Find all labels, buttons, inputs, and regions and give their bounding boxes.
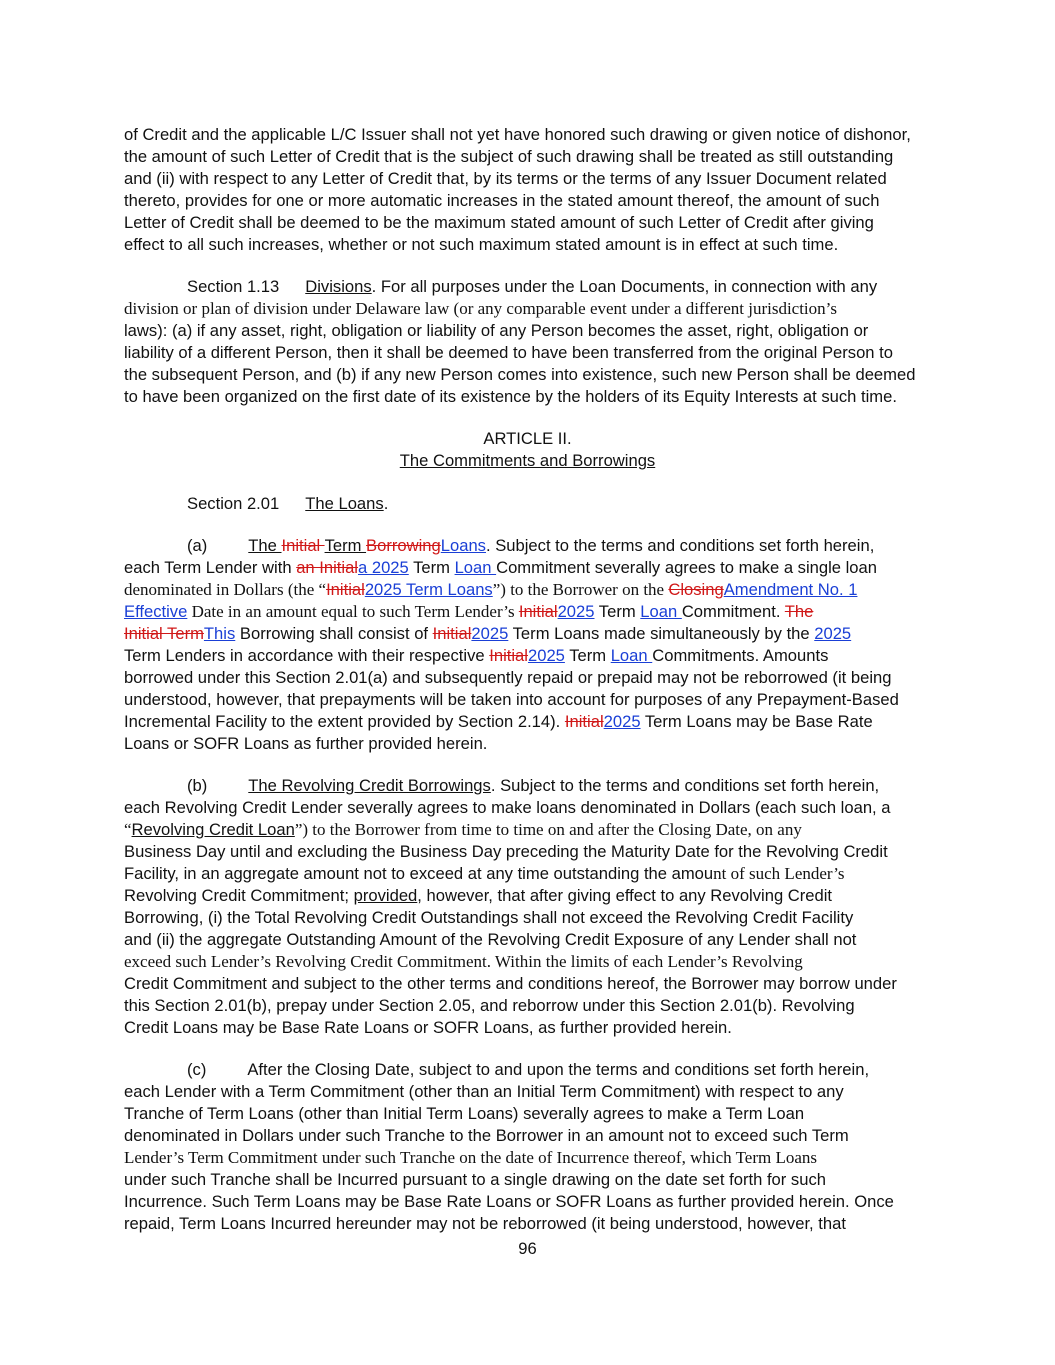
para-b-line-5 — [124, 864, 934, 884]
article-subtitle-text: The Commitments and Borrowings — [399, 451, 656, 470]
inserted-text: 2025 Term Loans — [364, 580, 493, 599]
text-line: under such Tranche shall be Incurred pursuant to a single drawing on the date set forth for such — [124, 1170, 826, 1189]
text-run: denominated in Dollars (the “ — [124, 580, 327, 599]
inserted-text: 2025 — [603, 712, 641, 731]
text-line: to have been organized on the first date of its existence by the holders of its Equity Interests at such time. — [124, 387, 897, 406]
text-run: Incremental Facility to the extent provided by Section 2.14). — [124, 712, 565, 731]
inserted-text: Loan — [454, 558, 497, 577]
deleted-text: Initial — [432, 624, 472, 643]
inserted-text: 2025 — [527, 646, 565, 665]
inserted-text: Amendment No. 1 — [723, 580, 858, 599]
text-run: Term Loans may be Base Rate — [640, 712, 873, 731]
text-line: Letter of Credit shall be deemed to be the maximum stated amount of such Letter of Credit after giving — [124, 213, 874, 232]
deleted-text: Initial — [489, 646, 528, 665]
para-a-line-4 — [124, 602, 934, 622]
text-line: Credit Loans may be Base Rate Loans or SOFR Loans, as further provided herein. — [124, 1018, 732, 1037]
text-run: . Subject to the terms and conditions set forth herein, — [485, 536, 875, 555]
text-line: laws): (a) if any asset, right, obligation or liability of any Person becomes the asset, right, obligation or — [124, 321, 869, 340]
para-a-line-6 — [124, 646, 934, 666]
inserted-text: Loan — [610, 646, 653, 665]
text-line: Tranche of Term Loans (other than Initial Term Loans) severally agrees to make a Term Loan — [124, 1104, 805, 1123]
deleted-text: Closing — [668, 580, 724, 599]
para-label: (c) — [187, 1060, 207, 1079]
deleted-text: Initial — [564, 712, 604, 731]
section-heading: Divisions — [305, 277, 372, 296]
text-run: Revolving Credit Commitment; — [124, 886, 354, 905]
section-2-01-heading-line — [187, 494, 997, 514]
text-line: division or plan of division under Delaware law (or any comparable event under a different jurisdiction’s — [124, 299, 837, 318]
text-line: exceed such Lender’s Revolving Credit Commitment. Within the limits of each Lender’s Revolving — [124, 952, 803, 971]
page-number: 96 — [518, 1239, 537, 1258]
text-run: Term — [408, 558, 455, 577]
text-run: ”) to the Borrower from time to time on and after the Closing Date, on any — [294, 820, 802, 839]
text-run: Facility, in an aggregate amount not to exceed at any time outstanding the amou — [124, 864, 714, 883]
para-a-line-9 — [124, 712, 934, 732]
text-line: the subsequent Person, and (b) if any new Person comes into existence, such new Person shall be deemed — [124, 365, 916, 384]
text-run: . For all purposes under the Loan Documents, in connection with any — [371, 277, 878, 296]
para-heading: The Revolving Credit Borrowings — [248, 776, 491, 795]
text-run: ”) to the Borrower on the — [492, 580, 669, 599]
text-run: The — [248, 536, 282, 555]
text-line: Credit Commitment and subject to the other terms and conditions hereof, the Borrower may borrow under — [124, 974, 897, 993]
text-run: Term — [594, 602, 641, 621]
inserted-text: a 2025 — [358, 558, 409, 577]
inserted-text: Loan — [640, 602, 682, 621]
text-line: Loans or SOFR Loans as further provided herein. — [124, 734, 488, 753]
text-run: nt of such Lender’s — [713, 864, 845, 883]
text-run: Term Loans made simultaneously by the — [508, 624, 815, 643]
text-run: . Subject to the terms and conditions set forth herein, — [490, 776, 880, 795]
text-line: Business Day until and excluding the Business Day preceding the Maturity Date for the Revolving Credit — [124, 842, 888, 861]
section-heading: The Loans — [305, 494, 384, 513]
text-run: Date in an amount equal to such Term Lender’s — [187, 602, 519, 621]
section-number: Section 1.13 — [187, 277, 280, 296]
inserted-text: This — [203, 624, 236, 643]
text-line: and (ii) with respect to any Letter of Credit that, by its terms or the terms of any Issuer Document related — [124, 169, 887, 188]
text-run: Commitment. — [681, 602, 785, 621]
deleted-text: an Initial — [296, 558, 358, 577]
deleted-text: Initial — [326, 580, 365, 599]
para-a-line-2 — [124, 558, 934, 578]
deleted-text: Initial Term — [124, 624, 204, 643]
inserted-text: 2025 — [814, 624, 852, 643]
text-line: Lender’s Term Commitment under such Tranche on the date of Incurrence thereof, which Term Loans — [124, 1148, 817, 1167]
text-run: Commitment severally agrees to make a single loan — [496, 558, 877, 577]
text-line: the amount of such Letter of Credit that is the subject of such drawing shall be treated as still outstanding — [124, 147, 894, 166]
text-run: each Term Lender with — [124, 558, 297, 577]
text-line: borrowed under this Section 2.01(a) and subsequently repaid or prepaid may not be reborrowed (it being — [124, 668, 892, 687]
text-run: “ — [124, 820, 132, 839]
para-b-line-1 — [187, 776, 997, 796]
para-b-line-6 — [124, 886, 934, 906]
text-run: . — [383, 494, 389, 513]
para-label: (a) — [187, 536, 208, 555]
text-line: Borrowing, (i) the Total Revolving Credit Outstandings shall not exceed the Revolving Credit Facility — [124, 908, 854, 927]
inserted-text: Loans — [440, 536, 486, 555]
defined-term: provided — [353, 886, 418, 905]
text-line: this Section 2.01(b), prepay under Section 2.05, and reborrow under this Section 2.01(b). Revolving — [124, 996, 855, 1015]
text-line: thereto, provides for one or more automatic increases in the stated amount thereof, the amount of such — [124, 191, 880, 210]
text-run: Term — [324, 536, 367, 555]
text-line: understood, however, that prepayments will be taken into account for purposes of any Prepayment-Based — [124, 690, 899, 709]
text-line: liability of a different Person, then it shall be deemed to have been transferred from the original Person to — [124, 343, 893, 362]
para-a-line-5 — [124, 624, 934, 644]
article-title: ARTICLE II. — [483, 429, 572, 448]
text-line: and (ii) the aggregate Outstanding Amount of the Revolving Credit Exposure of any Lender shall not — [124, 930, 857, 949]
section-number: Section 2.01 — [187, 494, 280, 513]
defined-term: Revolving Credit Loan — [131, 820, 295, 839]
article-subtitle — [0, 451, 1055, 471]
para-a-line-1 — [187, 536, 997, 556]
text-line: each Revolving Credit Lender severally agrees to make loans denominated in Dollars (each such loan, a — [124, 798, 891, 817]
para-label: (b) — [187, 776, 208, 795]
text-run: Borrowing shall consist of — [235, 624, 433, 643]
text-line: effect to all such increases, whether or not such maximum stated amount is in effect at such time. — [124, 235, 839, 254]
text-line: repaid, Term Loans Incurred hereunder may not be reborrowed (it being understood, however, that — [124, 1214, 846, 1233]
para-b-line-3 — [124, 820, 934, 840]
deleted-text: Borrowing — [366, 536, 441, 555]
text-run: Commitments. Amounts — [652, 646, 829, 665]
section-1-13-heading-line — [187, 277, 997, 297]
text-line: of Credit and the applicable L/C Issuer shall not yet have honored such drawing or given notice of dishonor, — [124, 125, 911, 144]
text-run: After the Closing Date, subject to and upon the terms and conditions set forth herein, — [247, 1060, 870, 1079]
inserted-text: Effective — [124, 602, 188, 621]
text-run: Term Lenders in accordance with their respective — [124, 646, 490, 665]
text-line: each Lender with a Term Commitment (other than an Initial Term Commitment) with respect to any — [124, 1082, 844, 1101]
deleted-text: The — [784, 602, 814, 621]
text-line: Incurrence. Such Term Loans may be Base Rate Loans or SOFR Loans as further provided herein. Once — [124, 1192, 894, 1211]
text-run: , however, that after giving effect to any Revolving Credit — [417, 886, 833, 905]
para-c-line-1 — [187, 1060, 997, 1080]
inserted-text: 2025 — [557, 602, 595, 621]
deleted-text: Initial — [281, 536, 325, 555]
para-a-line-3 — [124, 580, 934, 600]
deleted-text: Initial — [518, 602, 558, 621]
inserted-text: 2025 — [471, 624, 509, 643]
text-run: Term — [564, 646, 611, 665]
text-line: denominated in Dollars under such Tranche to the Borrower in an amount not to exceed such Term — [124, 1126, 849, 1145]
